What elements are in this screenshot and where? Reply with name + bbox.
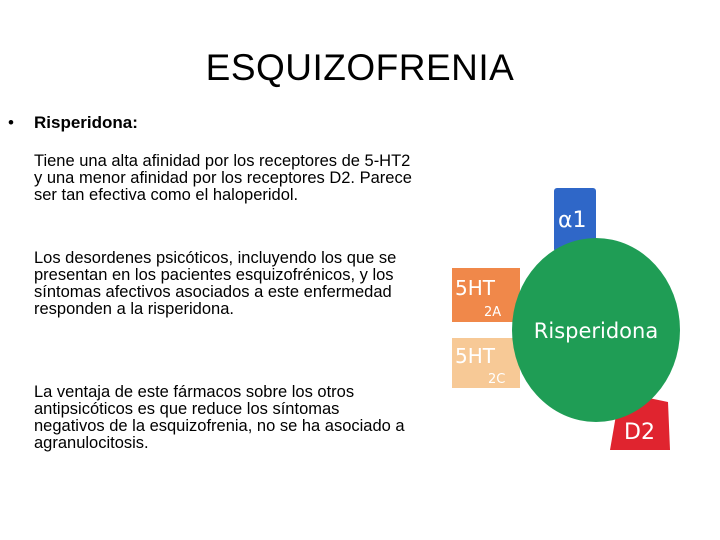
slide-title: ESQUIZOFRENIA: [205, 47, 515, 88]
paragraph-advantage: La ventaja de este fármacos sobre los otros antipsicóticos es que reduce los síntomas negativos de la esquizofrenia, no se ha asociado a agranulocitosis.: [34, 383, 405, 452]
receptor-diagram: [440, 180, 700, 470]
paragraph-disorders: Los desordenes psicóticos, incluyendo los que se presentan en los pacientes esquizofrénicos, y los síntomas afectivos asociados a este enfermedad responden a la risperidona.: [34, 249, 397, 318]
ht2a-sub-label: 2A: [484, 305, 502, 320]
paragraph-affinity: Tiene una alta afinidad por los receptores de 5-HT2 y una menor afinidad por los receptores D2. Parece ser tan efectiva como el haloperidol.: [34, 152, 412, 204]
bullet-heading-row: [8, 113, 138, 133]
risperidona-label: Risperidona: [533, 319, 659, 343]
bullet-marker: •: [8, 113, 14, 132]
ht2c-label: 5HT: [455, 344, 495, 368]
alpha1-label: α1: [558, 208, 587, 233]
ht2c-sub-label: 2C: [488, 372, 506, 387]
bullet-heading: Risperidona:: [34, 113, 138, 132]
d2-label: D2: [624, 420, 655, 445]
ht2a-label: 5HT: [455, 276, 495, 300]
